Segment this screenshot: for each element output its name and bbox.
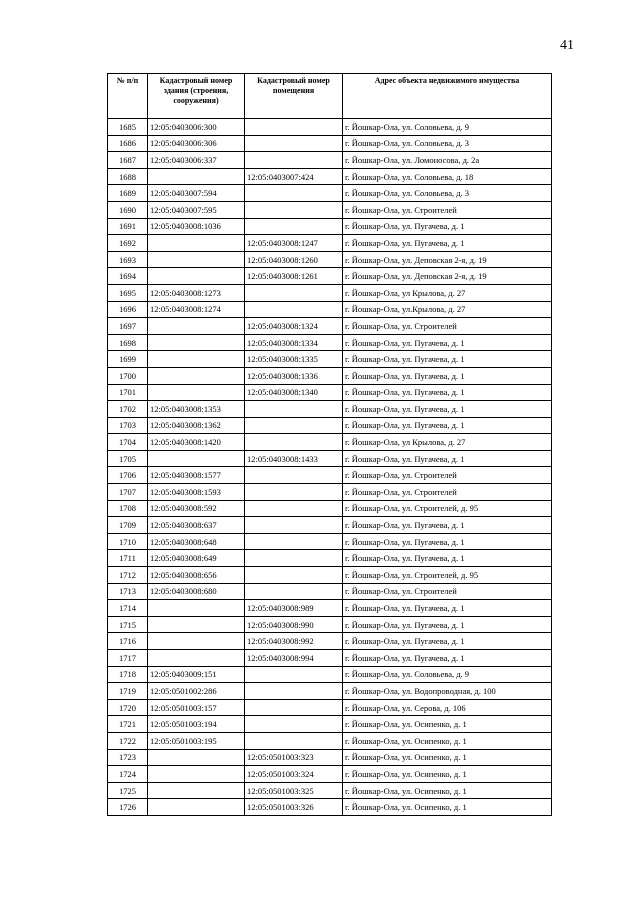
cell-num: 1725 bbox=[108, 782, 148, 799]
cell-address: г. Йошкар-Ола, ул. Серова, д. 106 bbox=[343, 699, 552, 716]
cell-num: 1711 bbox=[108, 550, 148, 567]
table-row bbox=[108, 284, 552, 301]
cell-num: 1708 bbox=[108, 500, 148, 517]
cell-building-cadastral: 12:05:0501003:157 bbox=[148, 699, 245, 716]
cell-address: г. Йошкар-Ола, ул. Пугачева, д. 1 bbox=[343, 633, 552, 650]
cell-building-cadastral: 12:05:0403008:649 bbox=[148, 550, 245, 567]
cell-address: г. Йошкар-Ола, ул. Пугачева, д. 1 bbox=[343, 218, 552, 235]
page-number: 41 bbox=[560, 38, 574, 53]
cell-building-cadastral bbox=[148, 650, 245, 667]
table-row bbox=[108, 484, 552, 501]
cell-building-cadastral bbox=[148, 766, 245, 783]
table-row bbox=[108, 334, 552, 351]
cell-building-cadastral: 12:05:0403008:592 bbox=[148, 500, 245, 517]
cell-premises-cadastral bbox=[245, 185, 343, 202]
cell-address: г. Йошкар-Ола, ул. Водопроводная, д. 100 bbox=[343, 683, 552, 700]
cell-address: г. Йошкар-Ола, ул. Строителей, д. 95 bbox=[343, 500, 552, 517]
cell-premises-cadastral: 12:05:0403008:1336 bbox=[245, 367, 343, 384]
cell-premises-cadastral: 12:05:0403008:1340 bbox=[245, 384, 343, 401]
cell-premises-cadastral bbox=[245, 417, 343, 434]
cell-num: 1714 bbox=[108, 600, 148, 617]
cell-address: г. Йошкар-Ола, ул. Строителей bbox=[343, 583, 552, 600]
header-building-cadastral: Кадастровый номер здания (строения, сооружения) bbox=[148, 74, 245, 119]
cell-num: 1687 bbox=[108, 152, 148, 169]
table-row bbox=[108, 434, 552, 451]
cell-num: 1701 bbox=[108, 384, 148, 401]
cell-premises-cadastral bbox=[245, 683, 343, 700]
cell-building-cadastral: 12:05:0403008:1353 bbox=[148, 401, 245, 418]
header-premises-cadastral: Кадастровый номер помещения bbox=[245, 74, 343, 119]
cell-num: 1692 bbox=[108, 235, 148, 252]
cell-address: г. Йошкар-Ола, ул. Пугачева, д. 1 bbox=[343, 367, 552, 384]
cell-building-cadastral: 12:05:0501003:195 bbox=[148, 732, 245, 749]
table-row bbox=[108, 533, 552, 550]
cell-address: г. Йошкар-Ола, ул. Пугачева, д. 1 bbox=[343, 550, 552, 567]
cell-premises-cadastral: 12:05:0403008:989 bbox=[245, 600, 343, 617]
cell-num: 1704 bbox=[108, 434, 148, 451]
cell-premises-cadastral: 12:05:0501003:323 bbox=[245, 749, 343, 766]
table-row bbox=[108, 616, 552, 633]
cell-premises-cadastral bbox=[245, 533, 343, 550]
cell-address: г. Йошкар-Ола, ул. Строителей bbox=[343, 484, 552, 501]
cell-premises-cadastral bbox=[245, 301, 343, 318]
cell-num: 1693 bbox=[108, 251, 148, 268]
table-row bbox=[108, 401, 552, 418]
cell-address: г. Йошкар-Ола, ул. Пугачева, д. 1 bbox=[343, 401, 552, 418]
cell-building-cadastral: 12:05:0403008:1273 bbox=[148, 284, 245, 301]
cell-address: г. Йошкар-Ола, ул. Пугачева, д. 1 bbox=[343, 417, 552, 434]
cell-num: 1720 bbox=[108, 699, 148, 716]
cell-address: г. Йошкар-Ола, ул. Строителей, д. 95 bbox=[343, 567, 552, 584]
cell-building-cadastral: 12:05:0403008:656 bbox=[148, 567, 245, 584]
cell-num: 1724 bbox=[108, 766, 148, 783]
cell-premises-cadastral: 12:05:0403007:424 bbox=[245, 168, 343, 185]
cell-premises-cadastral: 12:05:0501003:324 bbox=[245, 766, 343, 783]
table-row bbox=[108, 749, 552, 766]
cell-premises-cadastral bbox=[245, 284, 343, 301]
cell-premises-cadastral bbox=[245, 201, 343, 218]
table-row bbox=[108, 384, 552, 401]
table-row bbox=[108, 583, 552, 600]
cell-building-cadastral bbox=[148, 749, 245, 766]
cell-building-cadastral: 12:05:0403008:1036 bbox=[148, 218, 245, 235]
cell-building-cadastral bbox=[148, 384, 245, 401]
cell-building-cadastral: 12:05:0403007:595 bbox=[148, 201, 245, 218]
cell-premises-cadastral bbox=[245, 583, 343, 600]
cell-num: 1688 bbox=[108, 168, 148, 185]
cell-premises-cadastral: 12:05:0403008:1247 bbox=[245, 235, 343, 252]
cell-building-cadastral bbox=[148, 334, 245, 351]
table-row bbox=[108, 467, 552, 484]
table-row bbox=[108, 450, 552, 467]
cell-num: 1691 bbox=[108, 218, 148, 235]
property-registry-table bbox=[107, 73, 552, 816]
cell-premises-cadastral bbox=[245, 152, 343, 169]
cell-building-cadastral: 12:05:0403008:1274 bbox=[148, 301, 245, 318]
cell-premises-cadastral: 12:05:0403008:1261 bbox=[245, 268, 343, 285]
table-row bbox=[108, 351, 552, 368]
cell-premises-cadastral: 12:05:0403008:994 bbox=[245, 650, 343, 667]
cell-num: 1722 bbox=[108, 732, 148, 749]
cell-address: г. Йошкар-Ола, ул. Пугачева, д. 1 bbox=[343, 533, 552, 550]
cell-premises-cadastral: 12:05:0501003:325 bbox=[245, 782, 343, 799]
cell-building-cadastral: 12:05:0403006:306 bbox=[148, 135, 245, 152]
cell-num: 1707 bbox=[108, 484, 148, 501]
cell-num: 1700 bbox=[108, 367, 148, 384]
cell-num: 1686 bbox=[108, 135, 148, 152]
cell-premises-cadastral bbox=[245, 135, 343, 152]
cell-premises-cadastral bbox=[245, 218, 343, 235]
cell-address: г. Йошкар-Ола, ул. Соловьева, д. 9 bbox=[343, 666, 552, 683]
cell-building-cadastral: 12:05:0403008:648 bbox=[148, 533, 245, 550]
table-row bbox=[108, 567, 552, 584]
table-row bbox=[108, 185, 552, 202]
table-row bbox=[108, 301, 552, 318]
table-row bbox=[108, 699, 552, 716]
cell-building-cadastral bbox=[148, 600, 245, 617]
table-row bbox=[108, 168, 552, 185]
table-row bbox=[108, 251, 552, 268]
cell-num: 1718 bbox=[108, 666, 148, 683]
cell-address: г. Йошкар-Ола, ул. Строителей bbox=[343, 467, 552, 484]
table-row bbox=[108, 666, 552, 683]
cell-premises-cadastral: 12:05:0403008:1433 bbox=[245, 450, 343, 467]
cell-premises-cadastral: 12:05:0403008:992 bbox=[245, 633, 343, 650]
cell-building-cadastral bbox=[148, 168, 245, 185]
cell-address: г. Йошкар-Ола, ул. Ломоносова, д. 2а bbox=[343, 152, 552, 169]
cell-address: г. Йошкар-Ола, ул. Осипенко, д. 1 bbox=[343, 782, 552, 799]
cell-building-cadastral: 12:05:0403006:300 bbox=[148, 119, 245, 136]
cell-address: г. Йошкар-Ола, ул. Пугачева, д. 1 bbox=[343, 351, 552, 368]
cell-premises-cadastral: 12:05:0403008:1335 bbox=[245, 351, 343, 368]
cell-num: 1712 bbox=[108, 567, 148, 584]
cell-num: 1702 bbox=[108, 401, 148, 418]
cell-num: 1723 bbox=[108, 749, 148, 766]
table-row bbox=[108, 417, 552, 434]
table-row bbox=[108, 600, 552, 617]
table-header-row bbox=[108, 74, 552, 119]
cell-building-cadastral: 12:05:0403008:1420 bbox=[148, 434, 245, 451]
table-row bbox=[108, 799, 552, 816]
cell-premises-cadastral bbox=[245, 500, 343, 517]
cell-address: г. Йошкар-Ола, ул. Пугачева, д. 1 bbox=[343, 650, 552, 667]
cell-num: 1685 bbox=[108, 119, 148, 136]
table-row bbox=[108, 550, 552, 567]
cell-premises-cadastral bbox=[245, 119, 343, 136]
cell-address: г. Йошкар-Ола, ул. Осипенко, д. 1 bbox=[343, 766, 552, 783]
cell-address: г. Йошкар-Ола, ул. Осипенко, д. 1 bbox=[343, 716, 552, 733]
cell-building-cadastral bbox=[148, 450, 245, 467]
cell-num: 1719 bbox=[108, 683, 148, 700]
cell-building-cadastral: 12:05:0403009:151 bbox=[148, 666, 245, 683]
table-row bbox=[108, 782, 552, 799]
cell-num: 1716 bbox=[108, 633, 148, 650]
cell-premises-cadastral bbox=[245, 550, 343, 567]
cell-premises-cadastral: 12:05:0501003:326 bbox=[245, 799, 343, 816]
cell-premises-cadastral bbox=[245, 567, 343, 584]
cell-num: 1699 bbox=[108, 351, 148, 368]
cell-premises-cadastral bbox=[245, 517, 343, 534]
cell-address: г. Йошкар-Ола, ул. Осипенко, д. 1 bbox=[343, 732, 552, 749]
cell-premises-cadastral bbox=[245, 434, 343, 451]
cell-premises-cadastral: 12:05:0403008:1260 bbox=[245, 251, 343, 268]
cell-num: 1721 bbox=[108, 716, 148, 733]
cell-building-cadastral: 12:05:0403008:680 bbox=[148, 583, 245, 600]
cell-num: 1706 bbox=[108, 467, 148, 484]
cell-num: 1697 bbox=[108, 318, 148, 335]
table-row bbox=[108, 218, 552, 235]
cell-premises-cadastral bbox=[245, 401, 343, 418]
cell-building-cadastral bbox=[148, 367, 245, 384]
table-row bbox=[108, 716, 552, 733]
header-num: № п/п bbox=[108, 74, 148, 119]
cell-building-cadastral: 12:05:0501002:286 bbox=[148, 683, 245, 700]
cell-address: г. Йошкар-Ола, ул. Пугачева, д. 1 bbox=[343, 616, 552, 633]
cell-num: 1705 bbox=[108, 450, 148, 467]
table-row bbox=[108, 119, 552, 136]
cell-building-cadastral bbox=[148, 268, 245, 285]
cell-building-cadastral: 12:05:0403008:1577 bbox=[148, 467, 245, 484]
cell-premises-cadastral bbox=[245, 699, 343, 716]
cell-num: 1717 bbox=[108, 650, 148, 667]
cell-building-cadastral bbox=[148, 351, 245, 368]
header-address: Адрес объекта недвижимого имущества bbox=[343, 74, 552, 119]
table-body bbox=[108, 119, 552, 816]
table-row bbox=[108, 135, 552, 152]
cell-premises-cadastral: 12:05:0403008:1324 bbox=[245, 318, 343, 335]
table-row bbox=[108, 766, 552, 783]
cell-address: г. Йошкар-Ола, ул. Соловьева, д. 3 bbox=[343, 185, 552, 202]
cell-address: г. Йошкар-Ола, ул. Соловьева, д. 3 bbox=[343, 135, 552, 152]
cell-num: 1690 bbox=[108, 201, 148, 218]
cell-premises-cadastral: 12:05:0403008:1334 bbox=[245, 334, 343, 351]
cell-num: 1713 bbox=[108, 583, 148, 600]
cell-premises-cadastral bbox=[245, 666, 343, 683]
cell-address: г. Йошкар-Ола, ул. Осипенко, д. 1 bbox=[343, 749, 552, 766]
cell-num: 1703 bbox=[108, 417, 148, 434]
cell-num: 1715 bbox=[108, 616, 148, 633]
cell-address: г. Йошкар-Ола, ул. Пугачева, д. 1 bbox=[343, 334, 552, 351]
cell-num: 1694 bbox=[108, 268, 148, 285]
table-row bbox=[108, 650, 552, 667]
cell-num: 1726 bbox=[108, 799, 148, 816]
cell-premises-cadastral bbox=[245, 484, 343, 501]
cell-building-cadastral: 12:05:0403007:594 bbox=[148, 185, 245, 202]
cell-address: г. Йошкар-Ола, ул. Деповская 2-я, д. 19 bbox=[343, 268, 552, 285]
cell-address: г. Йошкар-Ола, ул. Строителей bbox=[343, 318, 552, 335]
cell-address: г. Йошкар-Ола, ул. Пугачева, д. 1 bbox=[343, 600, 552, 617]
table-row bbox=[108, 732, 552, 749]
cell-building-cadastral bbox=[148, 799, 245, 816]
cell-building-cadastral bbox=[148, 318, 245, 335]
cell-address: г. Йошкар-Ола, ул Крылова, д. 27 bbox=[343, 434, 552, 451]
cell-address: г. Йошкар-Ола, ул. Соловьева, д. 18 bbox=[343, 168, 552, 185]
cell-num: 1696 bbox=[108, 301, 148, 318]
cell-address: г. Йошкар-Ола, ул Крылова, д. 27 bbox=[343, 284, 552, 301]
table-row bbox=[108, 517, 552, 534]
cell-num: 1695 bbox=[108, 284, 148, 301]
cell-premises-cadastral bbox=[245, 732, 343, 749]
table-row bbox=[108, 500, 552, 517]
cell-building-cadastral: 12:05:0403006:337 bbox=[148, 152, 245, 169]
cell-building-cadastral bbox=[148, 633, 245, 650]
table-row bbox=[108, 201, 552, 218]
cell-address: г. Йошкар-Ола, ул.Крылова, д. 27 bbox=[343, 301, 552, 318]
cell-premises-cadastral bbox=[245, 467, 343, 484]
cell-num: 1698 bbox=[108, 334, 148, 351]
table-row bbox=[108, 268, 552, 285]
cell-address: г. Йошкар-Ола, ул. Соловьева, д. 9 bbox=[343, 119, 552, 136]
cell-building-cadastral bbox=[148, 251, 245, 268]
cell-building-cadastral: 12:05:0403008:1362 bbox=[148, 417, 245, 434]
cell-building-cadastral bbox=[148, 616, 245, 633]
cell-address: г. Йошкар-Ола, ул. Пугачева, д. 1 bbox=[343, 450, 552, 467]
table-row bbox=[108, 683, 552, 700]
table-row bbox=[108, 318, 552, 335]
cell-premises-cadastral bbox=[245, 716, 343, 733]
cell-premises-cadastral: 12:05:0403008:990 bbox=[245, 616, 343, 633]
cell-building-cadastral: 12:05:0403008:1593 bbox=[148, 484, 245, 501]
cell-num: 1710 bbox=[108, 533, 148, 550]
cell-address: г. Йошкар-Ола, ул. Деповская 2-я, д. 19 bbox=[343, 251, 552, 268]
table-row bbox=[108, 152, 552, 169]
table-row bbox=[108, 235, 552, 252]
cell-building-cadastral bbox=[148, 782, 245, 799]
cell-address: г. Йошкар-Ола, ул. Пугачева, д. 1 bbox=[343, 235, 552, 252]
table-row bbox=[108, 367, 552, 384]
cell-num: 1689 bbox=[108, 185, 148, 202]
table-row bbox=[108, 633, 552, 650]
cell-building-cadastral: 12:05:0403008:637 bbox=[148, 517, 245, 534]
cell-address: г. Йошкар-Ола, ул. Пугачева, д. 1 bbox=[343, 517, 552, 534]
cell-num: 1709 bbox=[108, 517, 148, 534]
cell-address: г. Йошкар-Ола, ул. Пугачева, д. 1 bbox=[343, 384, 552, 401]
cell-building-cadastral bbox=[148, 235, 245, 252]
cell-building-cadastral: 12:05:0501003:194 bbox=[148, 716, 245, 733]
cell-address: г. Йошкар-Ола, ул. Строителей bbox=[343, 201, 552, 218]
cell-address: г. Йошкар-Ола, ул. Осипенко, д. 1 bbox=[343, 799, 552, 816]
